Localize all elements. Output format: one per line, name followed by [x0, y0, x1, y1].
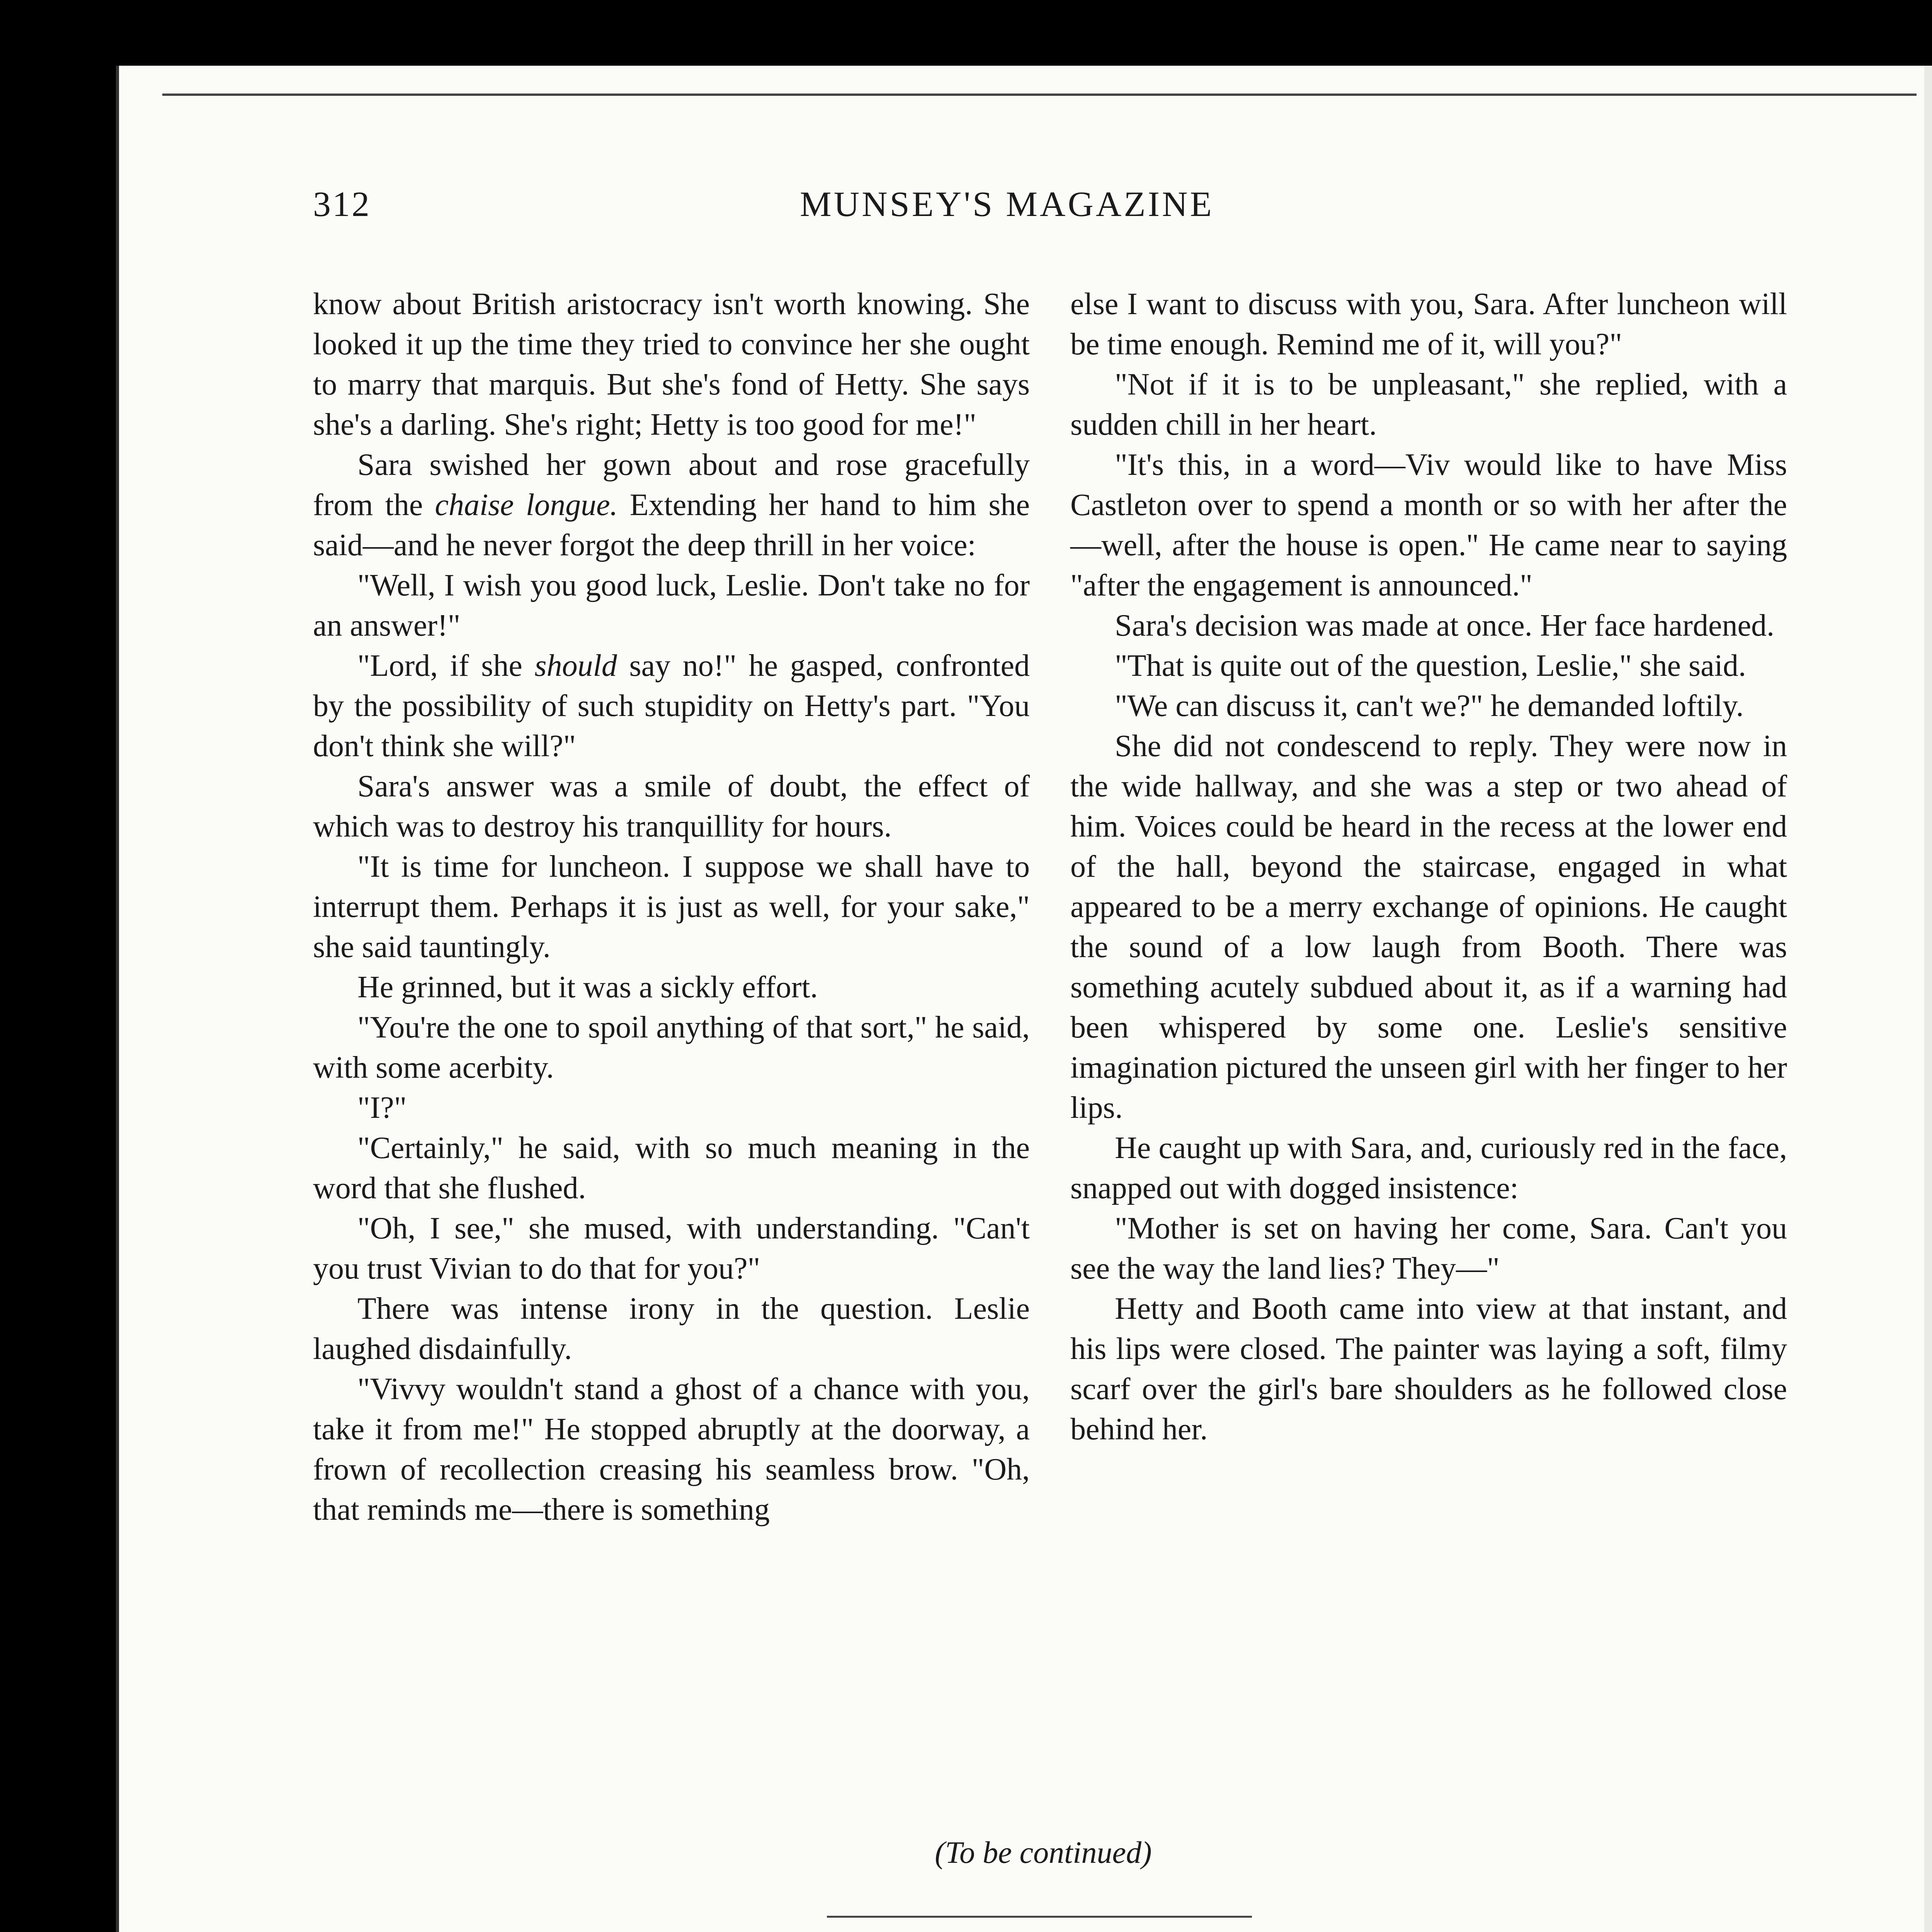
- paragraph: There was intense irony in the question. Leslie laughed disdainfully.: [313, 1292, 1030, 1366]
- paragraph: Sara's decision was made at once. Her face hardened.: [1115, 609, 1774, 643]
- paragraph: "It is time for luncheon. I suppose we shall have to interrupt them. Perhaps it is just as well, for your sake," she said tauntingly.: [313, 850, 1030, 964]
- paragraph: know about British aristocracy isn't worth knowing. She looked it up the time they tried to convince her she ought to marry that marquis. But she's fond of Hetty. She says she's a darling. She's right; Hetty is too good for me!": [313, 287, 1030, 442]
- paragraph: Sara swished her gown about and rose gracefully from the chaise longue. Extending her hand to him she said—and he never forgot the deep thrill in her voice:: [313, 448, 1030, 562]
- paragraph: "Mother is set on having her come, Sara. Can't you see the way the land lies? They—": [1070, 1211, 1787, 1286]
- paragraph: She did not condescend to reply. They were now in the wide hallway, and she was a step or two ahead of him. Voices could be heard in the recess at the lower end of the hall, beyond the staircase, engaged in what appeared to be a merry exchange of opinions. He caught the sound of a low laugh from Booth. There was something acutely subdued about it, as if a warning had been whispered by some one. Leslie's sensitive imagination pictured the unseen girl with her finger to her lips.: [1070, 729, 1787, 1125]
- page-edge-shadow: [1924, 66, 1932, 1932]
- paragraph: else I want to discuss with you, Sara. After luncheon will be time enough. Remind me of it, will you?": [1070, 287, 1787, 361]
- page-number: 312: [313, 184, 371, 224]
- paragraph: "We can discuss it, can't we?" he demanded loftily.: [1115, 689, 1744, 723]
- paragraph: "You're the one to spoil anything of that sort," he said, with some acerbity.: [313, 1010, 1030, 1085]
- paragraph: Hetty and Booth came into view at that instant, and his lips were closed. The painter was laying a soft, filmy scarf over the girl's bare shoulders as he followed close behind her.: [1070, 1292, 1787, 1446]
- paragraph: "It's this, in a word—Viv would like to have Miss Castleton over to spend a month or so with her after the—well, after the house is open." He came near to saying "after the engagement is announced.": [1070, 448, 1787, 602]
- paragraph: "Well, I wish you good luck, Leslie. Don't take no for an answer!": [313, 568, 1030, 643]
- paragraph: "Oh, I see," she mused, with understanding. "Can't you trust Vivian to do that for you?": [313, 1211, 1030, 1286]
- paragraph: He caught up with Sara, and, curiously red in the face, snapped out with dogged insistence:: [1070, 1131, 1787, 1205]
- paragraph: Sara's answer was a smile of doubt, the effect of which was to destroy his tranquillity for hours.: [313, 769, 1030, 844]
- page-left-edge: [116, 66, 119, 1932]
- paragraph: "Not if it is to be unpleasant," she replied, with a sudden chill in her heart.: [1070, 367, 1787, 442]
- paragraph: "That is quite out of the question, Leslie," she said.: [1115, 649, 1746, 683]
- continued-note: (To be continued): [935, 1836, 1152, 1870]
- left-column: [313, 284, 1030, 1530]
- section-divider: [827, 1916, 1252, 1918]
- paragraph: He grinned, but it was a sickly effort.: [357, 970, 818, 1004]
- paragraph: "Vivvy wouldn't stand a ghost of a chance with you, take it from me!" He stopped abruptly at the doorway, a frown of recollection creasing his seamless brow. "Oh, that reminds me—there is something: [313, 1372, 1030, 1527]
- paragraph: "I?": [357, 1091, 407, 1125]
- paragraph: "Lord, if she should say no!" he gasped, confronted by the possibility of such stupidity on Hetty's part. "You don't think she will?": [313, 649, 1030, 763]
- paragraph: "Certainly," he said, with so much meaning in the word that she flushed.: [313, 1131, 1030, 1205]
- running-head: MUNSEY'S MAGAZINE: [800, 184, 1214, 224]
- page-top-edge: [162, 94, 1917, 96]
- right-column: [1070, 284, 1787, 1449]
